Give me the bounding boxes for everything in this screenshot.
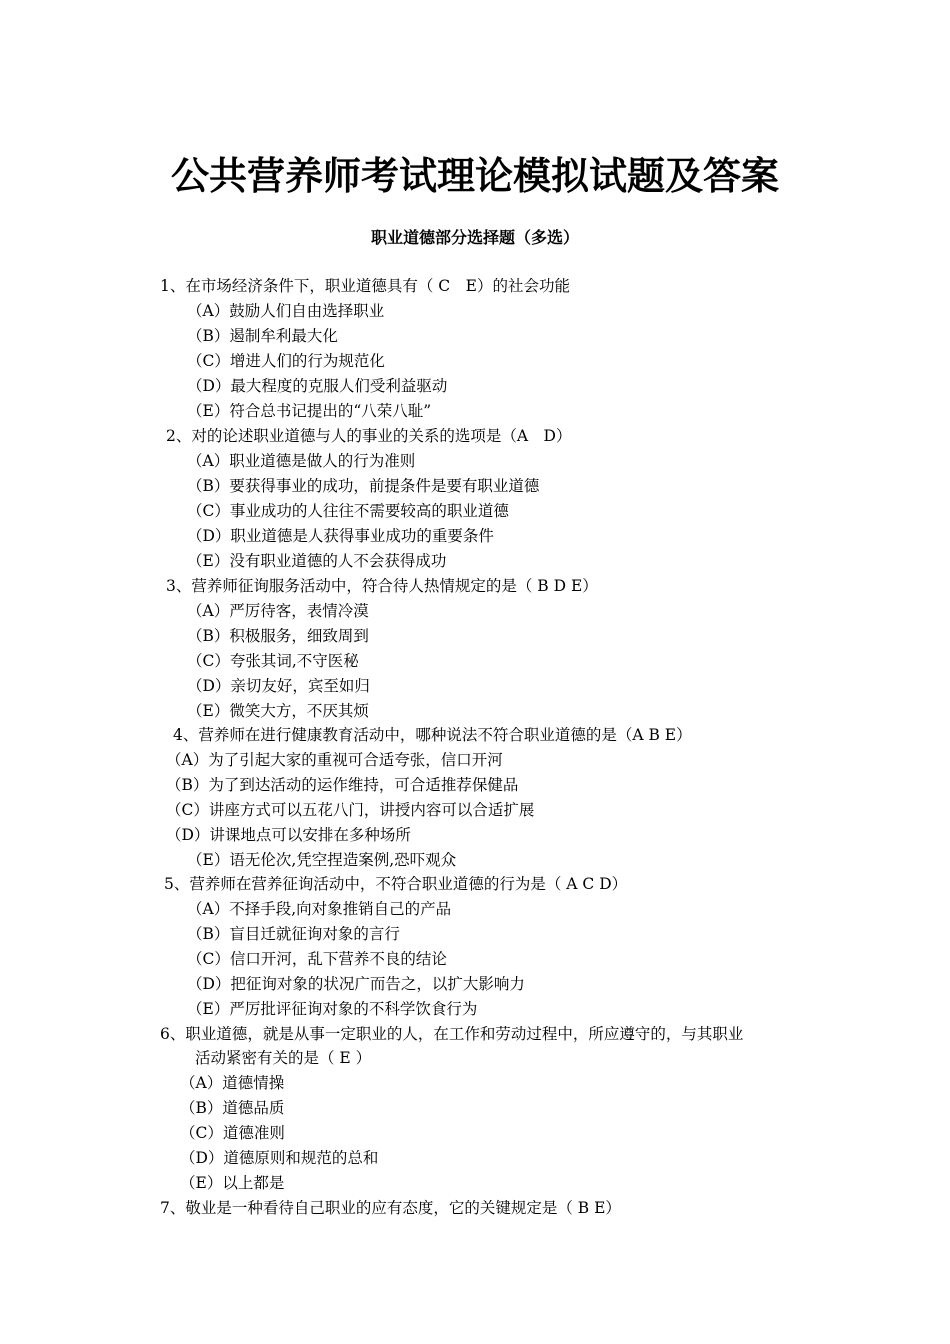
option-item: （A）职业道德是做人的行为准则 <box>187 452 416 470</box>
question-stem: 7、敬业是一种看待自己职业的应有态度，它的关键规定是（ B E） <box>160 1199 621 1217</box>
question-stem-continued: 活动紧密有关的是（ E ） <box>195 1049 372 1067</box>
option-item: （E）没有职业道德的人不会获得成功 <box>187 552 447 570</box>
option-item: （C）讲座方式可以五花八门，讲授内容可以合适扩展 <box>166 801 535 819</box>
question-stem: 1、在市场经济条件下，职业道德具有（ C E）的社会功能 <box>160 277 570 295</box>
question-stem: 6、职业道德，就是从事一定职业的人，在工作和劳动过程中，所应遵守的，与其职业 <box>160 1025 744 1043</box>
option-item: （C）事业成功的人往往不需要较高的职业道德 <box>187 502 509 520</box>
option-item: （B）要获得事业的成功，前提条件是要有职业道德 <box>187 477 540 495</box>
option-item: （A）道德情操 <box>180 1074 285 1092</box>
option-item: （D）道德原则和规范的总和 <box>180 1149 379 1167</box>
question-stem: 5、营养师在营养征询活动中，不符合职业道德的行为是（ A C D） <box>164 875 628 893</box>
option-item: （B）为了到达活动的运作维持，可合适推荐保健品 <box>166 776 519 794</box>
section-subtitle: 职业道德部分选择题（多选） <box>370 228 579 247</box>
option-item: （A）不择手段,向对象推销自己的产品 <box>187 900 452 918</box>
question-stem: 2、对的论述职业道德与人的事业的关系的选项是（A D） <box>166 427 572 445</box>
option-item: （E）微笑大方，不厌其烦 <box>187 702 369 720</box>
option-item: （D）最大程度的克服人们受利益驱动 <box>187 377 448 395</box>
option-item: （E）语无伦次,凭空捏造案例,恐吓观众 <box>187 851 457 869</box>
option-item: （A）严厉待客，表情冷漠 <box>187 602 369 620</box>
option-item: （C）增进人们的行为规范化 <box>187 352 385 370</box>
question-stem: 4、营养师在进行健康教育活动中，哪种说法不符合职业道德的是（A B E） <box>173 726 692 744</box>
option-item: （B）遏制牟利最大化 <box>187 327 338 345</box>
option-item: （E）严厉批评征询对象的不科学饮食行为 <box>187 1000 478 1018</box>
option-item: （C）夸张其词,不守医秘 <box>187 652 359 670</box>
option-item: （B）盲目迁就征询对象的言行 <box>187 925 400 943</box>
option-item: （A）为了引起大家的重视可合适夸张，信口开河 <box>166 751 503 769</box>
option-item: （D）职业道德是人获得事业成功的重要条件 <box>187 527 494 545</box>
option-item: （C）道德准则 <box>180 1124 285 1142</box>
page-title: 公共营养师考试理论模拟试题及答案 <box>170 154 779 198</box>
option-item: （C）信口开河，乱下营养不良的结论 <box>187 950 447 968</box>
option-item: （B）积极服务，细致周到 <box>187 627 369 645</box>
option-item: （D）讲课地点可以安排在多种场所 <box>166 826 411 844</box>
option-item: （E）以上都是 <box>180 1174 285 1192</box>
option-item: （E）符合总书记提出的“八荣八耻” <box>187 402 432 420</box>
question-stem: 3、营养师征询服务活动中，符合待人热情规定的是（ B D E） <box>166 577 598 595</box>
option-item: （D）把征询对象的状况广而告之，以扩大影响力 <box>187 975 525 993</box>
option-item: （D）亲切友好，宾至如归 <box>187 677 370 695</box>
option-item: （B）道德品质 <box>180 1099 285 1117</box>
option-item: （A）鼓励人们自由选择职业 <box>187 302 385 320</box>
